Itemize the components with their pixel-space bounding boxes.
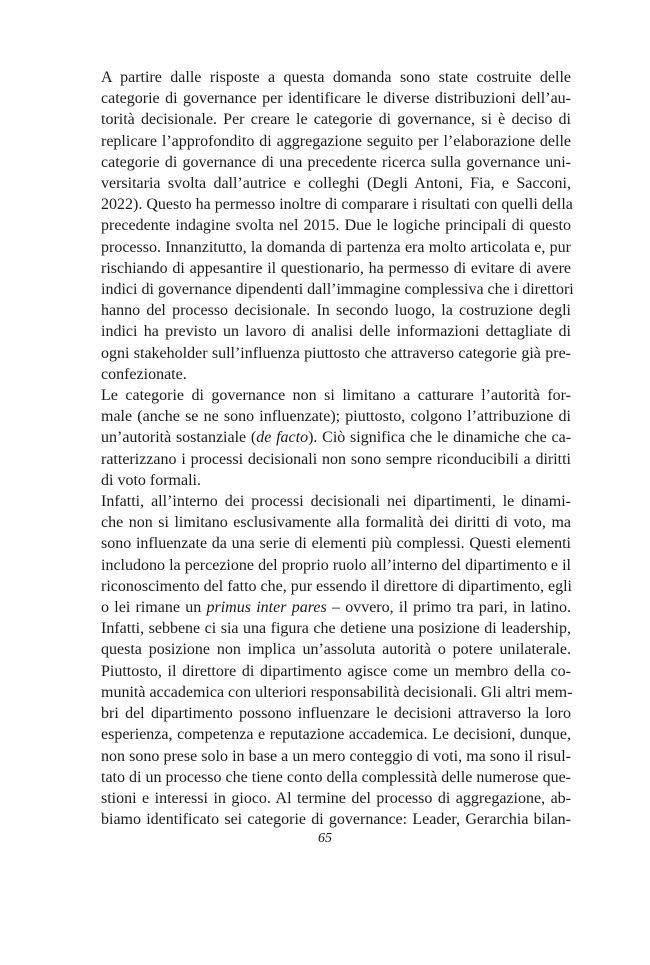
text-line: Infatti, sebbene ci sia una figura che detiene una posizione di leadership, xyxy=(101,620,571,638)
text-line: esperienza, competenza e reputazione accademica. Le decisioni, dunque, xyxy=(101,726,571,744)
document-page xyxy=(79,67,574,830)
text-line: categorie di governance di una precedente ricerca sulla governance uni- xyxy=(101,153,571,171)
text-segment: un’autorità sostanziale ( xyxy=(101,429,257,447)
italic-term: de facto xyxy=(256,429,309,447)
text-segment: ). Ciò significa che le dinamiche che ca- xyxy=(308,429,572,447)
text-line: rischiando di appesantire il questionario, ha permesso di evitare di avere xyxy=(101,259,571,277)
text-line: stioni e interessi in gioco. Al termine del processo di aggregazione, ab- xyxy=(101,789,571,807)
page-number: 65 xyxy=(318,831,332,846)
italic-term: primus inter pares xyxy=(206,599,327,617)
text-line: hanno del processo decisionale. In secondo luogo, la costruzione degli xyxy=(101,302,571,320)
text-line: torità decisionale. Per creare le categorie di governance, si è deciso di xyxy=(101,111,571,129)
text-line: sono influenzate da una serie di elementi più complessi. Questi elementi xyxy=(101,535,571,553)
text-line: processo. Innanzitutto, la domanda di partenza era molto articolata e, pur xyxy=(101,238,571,256)
text-line: categorie di governance per identificare le diverse distribuzioni dell’au- xyxy=(101,90,571,108)
text-line: munità accademica con ulteriori responsabilità decisionali. Gli altri mem- xyxy=(101,683,573,701)
text-line: riconoscimento del fatto che, pur essendo il direttore di dipartimento, egli xyxy=(101,577,572,595)
paragraph-1 xyxy=(79,67,574,385)
text-line: replicare l’approfondito di aggregazione seguito per l’elaborazione delle xyxy=(101,132,571,150)
text-segment: – ovvero, il primo tra pari, in latino. xyxy=(326,599,571,617)
text-line: questa posizione non implica un’assoluta autorità o potere unilaterale. xyxy=(101,641,571,659)
paragraph-2 xyxy=(79,385,571,491)
text-line: bri del dipartimento possono influenzare le decisioni attraverso la loro xyxy=(101,705,571,723)
text-line: A partire dalle risposte a questa domanda sono state costruite delle xyxy=(101,69,571,86)
text-line: Infatti, all’interno dei processi decisionali nei dipartimenti, le dinami- xyxy=(101,493,571,511)
text-line: di voto formali. xyxy=(101,471,201,489)
text-line-with-italic xyxy=(79,427,571,448)
text-line: includono la percezione del proprio ruolo all’interno del dipartimento e il xyxy=(101,556,571,574)
text-line: versitaria svolta dall’autrice e colleghi (Degli Antoni, Fia, e Sacconi, xyxy=(101,175,571,193)
text-line: indici di governance dipendenti dall’immagine complessiva che i direttori xyxy=(101,281,574,299)
text-line: che non si limitano esclusivamente alla formalità dei diritti di voto, ma xyxy=(101,514,571,532)
text-line: male (anche se ne sono influenzate); piuttosto, colgono l’attribuzione di xyxy=(101,408,571,426)
text-segment: o lei rimane un xyxy=(101,599,207,617)
text-line: indici ha previsto un lavoro di analisi delle informazioni dettagliate di xyxy=(101,323,571,341)
text-line: non sono prese solo in base a un mero conteggio di voti, ma sono il risul- xyxy=(101,747,571,765)
text-line: 2022). Questo ha permesso inoltre di comparare i risultati con quelli della xyxy=(101,196,573,214)
text-line-with-italic xyxy=(79,597,571,618)
text-line: tato di un processo che tiene conto della complessità delle numerose que- xyxy=(101,768,571,786)
text-line: ogni stakeholder sull’influenza piuttosto che attraverso categorie già pre- xyxy=(101,344,571,362)
text-line: precedente indagine svolta nel 2015. Due le logiche principali di questo xyxy=(101,217,571,235)
text-line: biamo identificato sei categorie di governance: Leader, Gerarchia bilan- xyxy=(101,811,571,829)
text-line: ratterizzano i processi decisionali non sono sempre riconducibili a diritti xyxy=(101,450,571,468)
text-line: confezionate. xyxy=(101,365,187,383)
text-line: Le categorie di governance non si limitano a catturare l’autorità for- xyxy=(101,387,571,405)
paragraph-3 xyxy=(79,491,571,830)
text-line: Piuttosto, il direttore di dipartimento agisce come un membro della co- xyxy=(101,662,571,680)
